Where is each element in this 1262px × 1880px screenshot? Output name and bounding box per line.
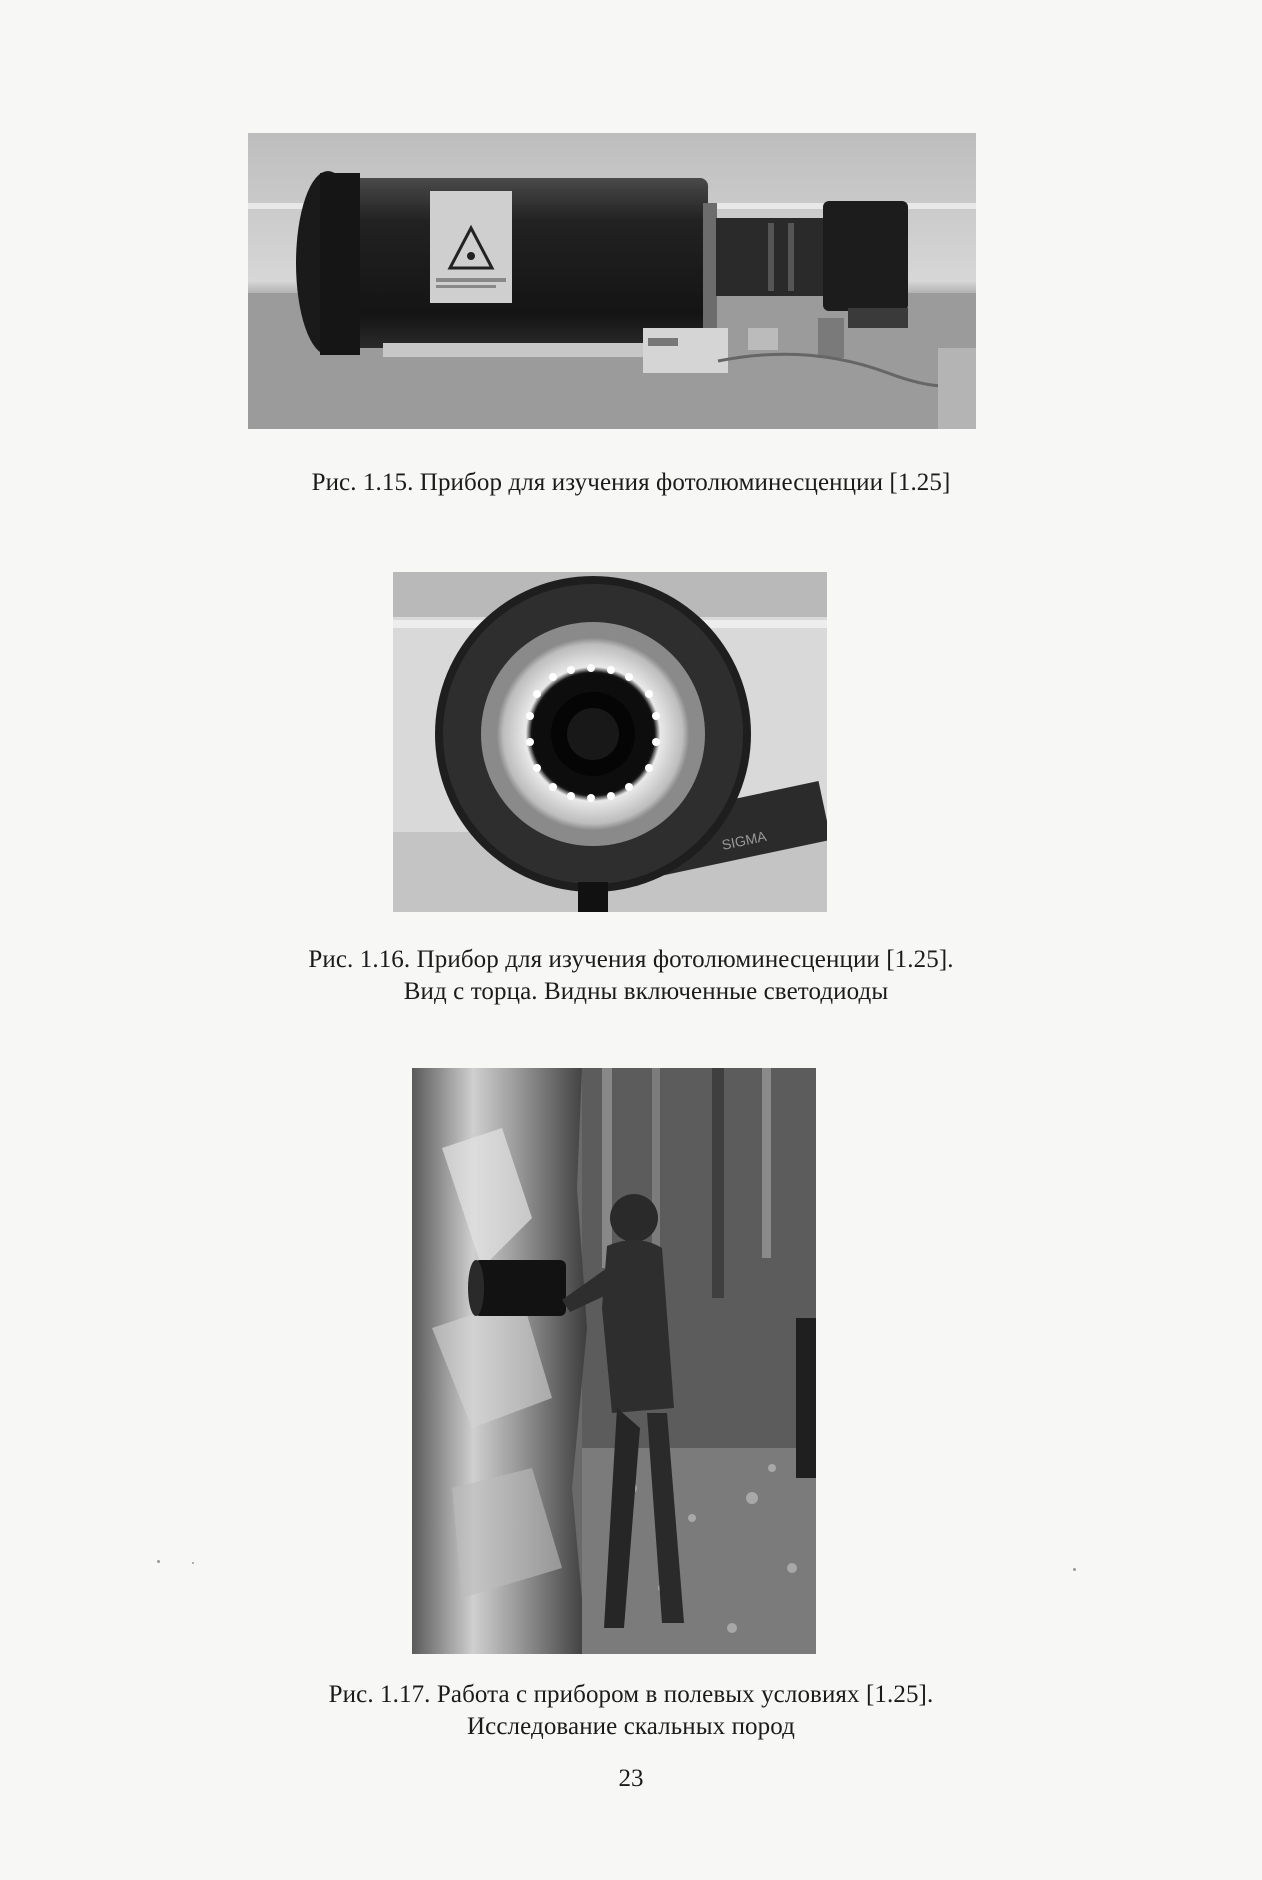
sigma-logo-text: SIGMA (720, 827, 768, 853)
caption-line: Рис. 1.16. Прибор для изучения фотолюминесценции [1.25]. (308, 946, 954, 973)
figure-1-17-caption (0, 1679, 1262, 1743)
caption-line: Исследование скальных пород (467, 1713, 795, 1740)
figure-1-16-caption (0, 944, 1262, 1008)
figure-1-15-photo (248, 133, 976, 429)
figure-1-15-caption (0, 467, 1262, 499)
scan-speck (157, 1560, 160, 1563)
figure-1-16-photo (393, 572, 827, 912)
caption-line: Рис. 1.15. Прибор для изучения фотолюминесценции [1.25] (311, 469, 951, 496)
caption-line: Вид с торца. Видны включенные светодиоды (403, 978, 889, 1005)
figure-1-17-photo (412, 1068, 816, 1654)
page-number: 23 (618, 1765, 644, 1792)
scan-speck (192, 1562, 194, 1564)
scan-speck (1073, 1568, 1076, 1571)
caption-line: Рис. 1.17. Работа с прибором в полевых условиях [1.25]. (328, 1681, 934, 1708)
